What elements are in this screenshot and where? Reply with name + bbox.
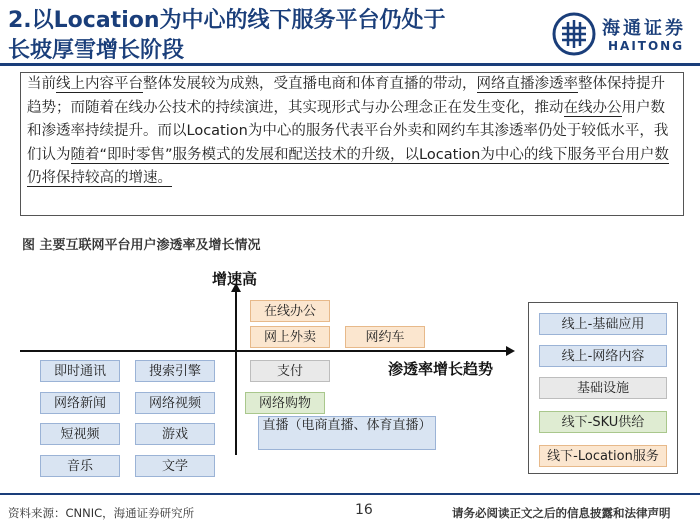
summary-underline-3: 在线办公 bbox=[563, 99, 622, 116]
item-literature: 文学 bbox=[135, 455, 215, 477]
summary-text-3: 整体保持提升趋势；而随着在线办公技术的持续演进，其实现形式与办公理念正在发生变化，推动 bbox=[27, 76, 665, 116]
page-title bbox=[8, 6, 528, 66]
summary-box bbox=[20, 72, 684, 216]
item-games: 游戏 bbox=[135, 423, 215, 445]
legend-panel bbox=[528, 302, 678, 474]
logo-text-cn: 海通证券 bbox=[602, 18, 686, 39]
item-short-video: 短视频 bbox=[40, 423, 120, 445]
x-axis-label: 渗透率增长趋势 bbox=[388, 360, 494, 378]
page-title-line2: 长坡厚雪增长阶段 bbox=[8, 38, 185, 63]
item-search: 搜索引擎 bbox=[135, 360, 215, 382]
source-note: 资料来源：CNNIC，海通证券研究所 bbox=[8, 506, 195, 520]
page-title-line1: 2.以Location为中心的线下服务平台仍处于 bbox=[8, 8, 446, 33]
item-video: 网络视频 bbox=[135, 392, 215, 414]
disclaimer: 请务必阅读正文之后的信息披露和法律声明 bbox=[452, 506, 671, 520]
item-live-streaming: 直播（电商直播、体育直播） bbox=[258, 416, 436, 450]
company-logo bbox=[552, 8, 692, 60]
figure-caption: 图 主要互联网平台用户渗透率及增长情况 bbox=[22, 238, 261, 253]
summary-underline-2: 网络直播渗透率 bbox=[476, 76, 578, 92]
item-im: 即时通讯 bbox=[40, 360, 120, 382]
page-number: 16 bbox=[355, 502, 373, 518]
title-divider bbox=[0, 63, 700, 66]
legend-online-basic: 线上-基础应用 bbox=[539, 313, 667, 335]
legend-offline-sku: 线下-SKU供给 bbox=[539, 411, 667, 433]
legend-offline-location: 线下-Location服务 bbox=[539, 445, 667, 467]
legend-online-content: 线上-网络内容 bbox=[539, 345, 667, 367]
footer-divider bbox=[0, 493, 700, 495]
legend-infrastructure: 基础设施 bbox=[539, 377, 667, 399]
item-ride-hailing: 网约车 bbox=[345, 326, 425, 348]
item-online-food: 网上外卖 bbox=[250, 326, 330, 348]
summary-text-4: 用户数和渗透率持续提升。而以Location为中心的服务代表平台外卖和网约车其渗透率仍处于较低水平，我们认为 bbox=[27, 99, 669, 163]
summary-text-1: 当前 bbox=[27, 76, 56, 92]
summary-underline-1: 线上内容平台 bbox=[56, 76, 143, 92]
item-online-office: 在线办公 bbox=[250, 300, 330, 322]
haitong-logo-icon bbox=[552, 12, 596, 56]
x-axis-line bbox=[20, 350, 508, 352]
item-shopping: 网络购物 bbox=[245, 392, 325, 414]
y-axis-label: 增速高 bbox=[212, 270, 258, 288]
x-axis-arrow-icon bbox=[506, 346, 515, 356]
item-news: 网络新闻 bbox=[40, 392, 120, 414]
y-axis-line bbox=[235, 290, 237, 455]
summary-underline-4: 随着“即时零售”服务模式的发展和配送技术的升级，以Location为中心的线下服务平台用户数仍将保持较高的增速。 bbox=[27, 146, 669, 186]
logo-text-en: HAITONG bbox=[608, 39, 685, 53]
item-music: 音乐 bbox=[40, 455, 120, 477]
summary-text-2: 整体发展较为成熟，受直播电商和体育直播的带动， bbox=[143, 76, 477, 92]
item-payment: 支付 bbox=[250, 360, 330, 382]
